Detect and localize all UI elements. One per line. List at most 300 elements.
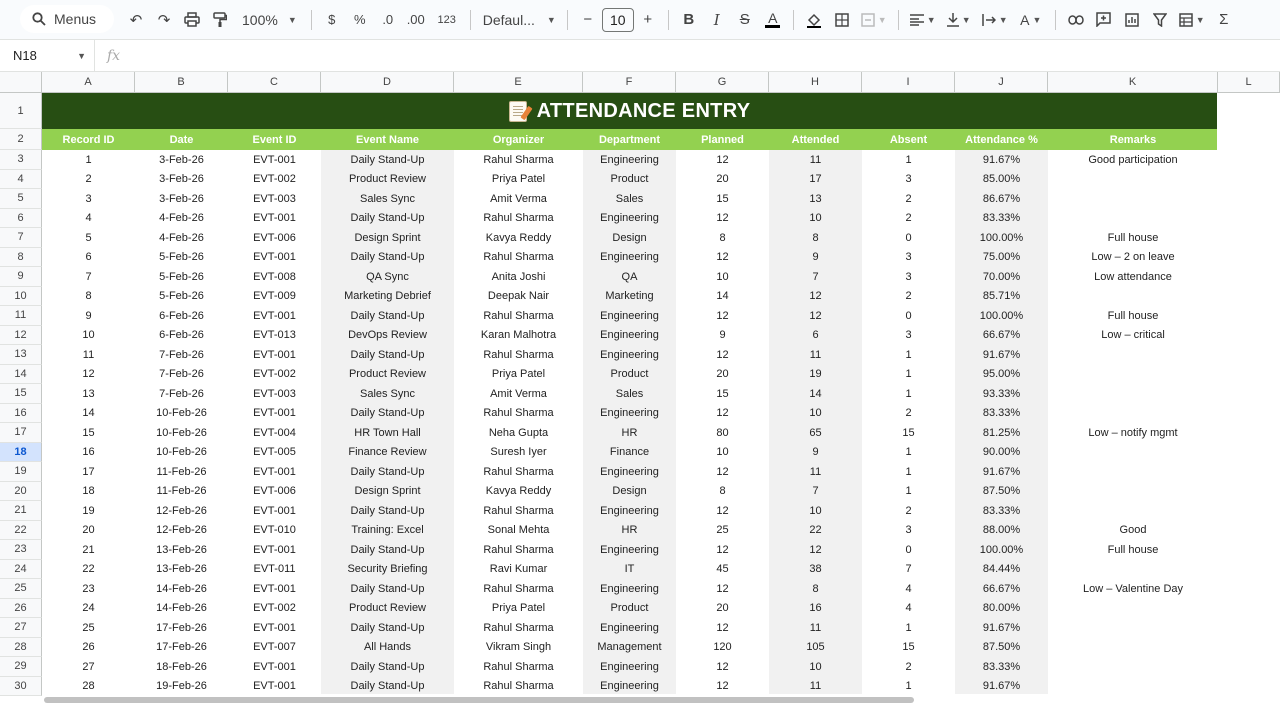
table-cell[interactable]: Priya Patel <box>491 368 546 381</box>
table-cell[interactable]: 12 <box>716 621 729 634</box>
table-cell[interactable]: 12 <box>716 251 729 264</box>
table-cell[interactable]: Priya Patel <box>491 173 546 186</box>
table-cell[interactable]: Sales <box>615 192 644 205</box>
table-cell[interactable]: 12 <box>716 407 729 420</box>
sheet-title[interactable] <box>42 93 1217 129</box>
table-cell[interactable]: HR <box>621 524 638 537</box>
table-cell[interactable]: Engineering <box>600 582 659 595</box>
row-header[interactable]: 28 <box>0 638 42 658</box>
table-cell[interactable]: 10 <box>716 446 729 459</box>
table-cell[interactable]: 3 <box>905 251 912 264</box>
table-cell[interactable]: 5-Feb-26 <box>159 290 204 303</box>
table-cell[interactable] <box>1048 209 1218 229</box>
table-cell[interactable]: Good participation <box>1088 153 1178 166</box>
table-cell[interactable]: 3-Feb-26 <box>159 173 204 186</box>
undo-icon[interactable]: ↶ <box>129 11 143 29</box>
table-cell[interactable]: 13 <box>82 387 95 400</box>
table-cell[interactable]: Engineering <box>600 153 659 166</box>
table-cell[interactable]: 8 <box>812 231 819 244</box>
table-cell[interactable]: 7-Feb-26 <box>159 387 204 400</box>
bold-icon[interactable]: B <box>683 11 695 28</box>
table-cell[interactable]: 11 <box>809 680 822 693</box>
table-cell[interactable]: 23 <box>82 582 95 595</box>
table-cell[interactable]: Rahul Sharma <box>483 504 554 517</box>
table-cell[interactable]: 91.67% <box>982 680 1021 693</box>
table-cell[interactable]: EVT-008 <box>253 270 296 283</box>
name-box[interactable] <box>0 40 95 72</box>
table-cell[interactable]: 38 <box>809 563 822 576</box>
row-header[interactable]: 13 <box>0 345 42 365</box>
table-cell[interactable]: Full house <box>1107 309 1159 322</box>
table-cell[interactable]: 8 <box>812 582 819 595</box>
table-cell[interactable]: Daily Stand-Up <box>350 543 425 556</box>
table-cell[interactable]: Rahul Sharma <box>483 407 554 420</box>
table-cell[interactable]: 9 <box>85 309 92 322</box>
row-header[interactable]: 5 <box>0 189 42 209</box>
table-cell[interactable]: EVT-001 <box>253 465 296 478</box>
table-cell[interactable]: Rahul Sharma <box>483 582 554 595</box>
table-cell[interactable]: Daily Stand-Up <box>350 309 425 322</box>
table-cell[interactable]: EVT-001 <box>253 348 296 361</box>
table-cell[interactable]: EVT-005 <box>253 446 296 459</box>
table-cell[interactable]: Engineering <box>600 309 659 322</box>
table-cell[interactable]: 1 <box>905 621 912 634</box>
table-cell[interactable]: Engineering <box>600 329 659 342</box>
table-cell[interactable]: 7 <box>85 270 92 283</box>
table-cell[interactable]: 18-Feb-26 <box>156 660 207 673</box>
decrease-decimal-button[interactable]: .0 <box>382 12 394 27</box>
table-cell[interactable]: 2 <box>905 212 912 225</box>
table-cell[interactable]: Kavya Reddy <box>485 485 552 498</box>
table-cell[interactable]: 10 <box>809 660 822 673</box>
print-icon[interactable] <box>178 6 206 34</box>
redo-icon[interactable]: ↷ <box>157 11 171 29</box>
table-cell[interactable]: 1 <box>905 446 912 459</box>
table-cell[interactable]: Priya Patel <box>491 602 546 615</box>
table-cell[interactable]: 45 <box>716 563 729 576</box>
table-cell[interactable]: 3 <box>905 173 912 186</box>
table-cell[interactable] <box>1048 189 1218 209</box>
table-cell[interactable]: Daily Stand-Up <box>350 153 425 166</box>
table-cell[interactable]: EVT-013 <box>253 329 296 342</box>
table-cell[interactable]: 11-Feb-26 <box>156 485 207 498</box>
table-cell[interactable]: Rahul Sharma <box>483 309 554 322</box>
table-cell[interactable]: 11 <box>809 621 822 634</box>
column-title[interactable]: Date <box>169 133 194 146</box>
table-cell[interactable] <box>1048 170 1218 190</box>
table-cell[interactable]: EVT-002 <box>253 602 296 615</box>
table-cell[interactable]: Sonal Mehta <box>487 524 550 537</box>
table-cell[interactable]: 22 <box>82 563 95 576</box>
table-cell[interactable]: 12 <box>716 309 729 322</box>
table-cell[interactable]: 7 <box>905 563 912 576</box>
table-cell[interactable]: Suresh Iyer <box>490 446 547 459</box>
row-header[interactable]: 30 <box>0 677 42 697</box>
row-header[interactable]: 26 <box>0 599 42 619</box>
row-header[interactable]: 6 <box>0 209 42 229</box>
table-cell[interactable]: Low – Valentine Day <box>1082 582 1184 595</box>
table-cell[interactable]: 26 <box>82 641 95 654</box>
table-cell[interactable]: Marketing Debrief <box>344 290 431 303</box>
table-cell[interactable]: 5-Feb-26 <box>159 251 204 264</box>
table-cell[interactable]: 12-Feb-26 <box>156 504 207 517</box>
column-header-k[interactable]: K <box>1048 72 1218 93</box>
table-cell[interactable]: 1 <box>85 153 92 166</box>
table-cell[interactable]: 19-Feb-26 <box>156 680 207 693</box>
row-header[interactable]: 3 <box>0 150 42 170</box>
table-cell[interactable]: EVT-002 <box>253 173 296 186</box>
table-cell[interactable]: 12 <box>716 153 729 166</box>
table-cell[interactable] <box>1048 657 1218 677</box>
table-cell[interactable]: Kavya Reddy <box>485 231 552 244</box>
table-cell[interactable] <box>1048 462 1218 482</box>
table-cell[interactable]: EVT-001 <box>253 621 296 634</box>
row-header[interactable]: 16 <box>0 404 42 424</box>
table-cell[interactable]: 0 <box>905 231 912 244</box>
table-cell[interactable]: 12 <box>716 212 729 225</box>
increase-decimal-button[interactable]: .00 <box>406 12 425 27</box>
font-size-input[interactable]: 10 <box>602 8 634 32</box>
table-cell[interactable]: 24 <box>82 602 95 615</box>
table-cell[interactable]: 11 <box>82 348 95 361</box>
table-cell[interactable]: 14-Feb-26 <box>156 602 207 615</box>
row-header[interactable]: 9 <box>0 267 42 287</box>
table-cell[interactable] <box>1048 443 1218 463</box>
table-cell[interactable]: Design Sprint <box>354 231 421 244</box>
scrollbar-thumb[interactable] <box>44 697 914 703</box>
column-header-l[interactable]: L <box>1218 72 1280 93</box>
table-cell[interactable]: 12 <box>809 543 822 556</box>
table-cell[interactable]: 6 <box>85 251 92 264</box>
table-cell[interactable]: 4 <box>905 582 912 595</box>
table-cell[interactable]: 14 <box>716 290 729 303</box>
table-cell[interactable]: Engineering <box>600 680 659 693</box>
table-cell[interactable]: Engineering <box>600 621 659 634</box>
column-title[interactable]: Event ID <box>252 133 297 146</box>
table-cell[interactable]: Engineering <box>600 348 659 361</box>
column-header-g[interactable]: G <box>676 72 769 93</box>
column-title[interactable]: Organizer <box>492 133 545 146</box>
table-cell[interactable]: HR <box>621 426 638 439</box>
table-cell[interactable]: 10-Feb-26 <box>156 426 207 439</box>
table-cell[interactable]: Low attendance <box>1094 270 1172 283</box>
table-cell[interactable]: HR Town Hall <box>354 426 421 439</box>
table-cell[interactable]: Product <box>610 368 649 381</box>
table-cell[interactable]: 91.67% <box>982 465 1021 478</box>
table-cell[interactable]: 15 <box>902 641 915 654</box>
table-cell[interactable]: 10 <box>809 407 822 420</box>
table-cell[interactable]: 66.67% <box>982 582 1021 595</box>
row-header[interactable]: 22 <box>0 521 42 541</box>
table-cell[interactable]: Engineering <box>600 251 659 264</box>
table-cell[interactable]: 25 <box>82 621 95 634</box>
table-cell[interactable]: 20 <box>716 602 729 615</box>
select-all-corner[interactable] <box>0 72 42 93</box>
table-cell[interactable]: 11 <box>809 348 822 361</box>
table-cell[interactable]: EVT-003 <box>253 387 296 400</box>
table-cell[interactable]: 1 <box>905 465 912 478</box>
column-header-j[interactable]: J <box>955 72 1048 93</box>
table-cell[interactable]: 80 <box>716 426 729 439</box>
table-cell[interactable]: Rahul Sharma <box>483 680 554 693</box>
table-cell[interactable]: 5-Feb-26 <box>159 270 204 283</box>
currency-format-button[interactable]: $ <box>328 12 336 27</box>
table-cell[interactable]: Low – critical <box>1101 329 1165 342</box>
table-cell[interactable]: Rahul Sharma <box>483 660 554 673</box>
insert-chart-icon[interactable] <box>1118 6 1146 34</box>
table-cell[interactable]: 1 <box>905 387 912 400</box>
table-cell[interactable]: EVT-001 <box>253 582 296 595</box>
column-header-e[interactable]: E <box>454 72 583 93</box>
row-header[interactable]: 19 <box>0 462 42 482</box>
table-cell[interactable]: 12 <box>716 680 729 693</box>
row-header[interactable]: 25 <box>0 579 42 599</box>
table-cell[interactable]: EVT-001 <box>253 407 296 420</box>
table-cell[interactable]: Good <box>1119 524 1147 537</box>
table-cell[interactable]: DevOps Review <box>348 329 427 342</box>
table-cell[interactable]: 10-Feb-26 <box>156 407 207 420</box>
table-cell[interactable]: 15 <box>902 426 915 439</box>
table-cell[interactable]: 15 <box>716 387 729 400</box>
table-cell[interactable]: Product Review <box>348 602 427 615</box>
table-cell[interactable]: Finance Review <box>348 446 427 459</box>
table-cell[interactable]: Full house <box>1107 543 1159 556</box>
table-cell[interactable]: All Hands <box>363 641 412 654</box>
table-cell[interactable]: 95.00% <box>982 368 1021 381</box>
table-cell[interactable]: 66.67% <box>982 329 1021 342</box>
row-header[interactable]: 14 <box>0 365 42 385</box>
row-header[interactable]: 11 <box>0 306 42 326</box>
table-cell[interactable]: Amit Verma <box>490 387 547 400</box>
column-title[interactable]: Attended <box>791 133 840 146</box>
column-title[interactable]: Planned <box>701 133 744 146</box>
table-cell[interactable]: 120 <box>713 641 732 654</box>
text-color-icon[interactable]: A <box>759 6 787 34</box>
table-cell[interactable]: Daily Stand-Up <box>350 348 425 361</box>
table-cell[interactable]: Low – notify mgmt <box>1088 426 1178 439</box>
table-cell[interactable] <box>1048 599 1218 619</box>
table-cell[interactable]: 25 <box>716 524 729 537</box>
table-cell[interactable]: Management <box>597 641 662 654</box>
table-cell[interactable]: 14-Feb-26 <box>156 582 207 595</box>
table-cell[interactable]: 12 <box>716 660 729 673</box>
table-cell[interactable]: 20 <box>82 524 95 537</box>
table-cell[interactable]: Daily Stand-Up <box>350 407 425 420</box>
fill-color-icon[interactable] <box>800 6 828 34</box>
row-header[interactable]: 23 <box>0 540 42 560</box>
table-cell[interactable]: 6 <box>812 329 819 342</box>
table-cell[interactable]: 10 <box>809 504 822 517</box>
font-select[interactable] <box>477 12 561 28</box>
table-view-icon[interactable]: ▼ <box>1174 6 1210 34</box>
table-cell[interactable]: Engineering <box>600 465 659 478</box>
text-rotation-icon[interactable]: A ▼ <box>1020 11 1042 28</box>
table-cell[interactable]: Rahul Sharma <box>483 251 554 264</box>
table-cell[interactable]: 2 <box>85 173 92 186</box>
table-cell[interactable]: 2 <box>905 660 912 673</box>
column-header-d[interactable]: D <box>321 72 454 93</box>
column-title[interactable]: Attendance % <box>965 133 1038 146</box>
row-header[interactable]: 29 <box>0 657 42 677</box>
table-cell[interactable]: 6-Feb-26 <box>159 309 204 322</box>
table-cell[interactable]: 11 <box>809 465 822 478</box>
table-cell[interactable]: 83.33% <box>982 504 1021 517</box>
table-cell[interactable]: 1 <box>905 153 912 166</box>
table-cell[interactable]: 17-Feb-26 <box>156 641 207 654</box>
functions-icon[interactable]: Σ <box>1219 11 1229 28</box>
table-cell[interactable]: EVT-007 <box>253 641 296 654</box>
strikethrough-icon[interactable]: S <box>739 11 750 28</box>
table-cell[interactable]: Product Review <box>348 368 427 381</box>
table-cell[interactable]: 28 <box>82 680 95 693</box>
paint-format-icon[interactable] <box>206 6 234 34</box>
vertical-align-icon[interactable]: ▼ <box>941 6 977 34</box>
column-header-a[interactable]: A <box>42 72 135 93</box>
table-cell[interactable] <box>1048 618 1218 638</box>
table-cell[interactable]: 87.50% <box>982 485 1021 498</box>
table-cell[interactable]: 8 <box>85 290 92 303</box>
table-cell[interactable]: EVT-001 <box>253 212 296 225</box>
table-cell[interactable]: Marketing <box>605 290 654 303</box>
table-cell[interactable]: 9 <box>812 446 819 459</box>
table-cell[interactable]: 18 <box>82 485 95 498</box>
table-cell[interactable]: 91.67% <box>982 153 1021 166</box>
table-cell[interactable] <box>1048 560 1218 580</box>
table-cell[interactable]: 15 <box>82 426 95 439</box>
column-title[interactable]: Record ID <box>62 133 115 146</box>
table-cell[interactable]: 100.00% <box>979 309 1024 322</box>
table-cell[interactable]: 12 <box>716 348 729 361</box>
row-header[interactable]: 1 <box>0 93 42 129</box>
table-cell[interactable]: 16 <box>809 602 822 615</box>
table-cell[interactable]: Rahul Sharma <box>483 621 554 634</box>
table-cell[interactable]: 80.00% <box>982 602 1021 615</box>
table-cell[interactable]: 10-Feb-26 <box>156 446 207 459</box>
table-cell[interactable]: Daily Stand-Up <box>350 582 425 595</box>
table-cell[interactable]: 83.33% <box>982 407 1021 420</box>
table-cell[interactable]: 3-Feb-26 <box>159 153 204 166</box>
table-cell[interactable]: Daily Stand-Up <box>350 465 425 478</box>
row-header[interactable]: 21 <box>0 501 42 521</box>
increase-font-size-button[interactable]: + <box>643 11 653 28</box>
table-cell[interactable]: 22 <box>809 524 822 537</box>
table-cell[interactable]: Design <box>612 231 647 244</box>
table-cell[interactable]: 83.33% <box>982 212 1021 225</box>
table-cell[interactable]: EVT-011 <box>253 563 296 576</box>
row-header[interactable]: 7 <box>0 228 42 248</box>
table-cell[interactable]: 2 <box>905 290 912 303</box>
table-cell[interactable]: Engineering <box>600 660 659 673</box>
table-cell[interactable] <box>1048 365 1218 385</box>
table-cell[interactable]: Karan Malhotra <box>480 329 557 342</box>
table-cell[interactable]: EVT-004 <box>253 426 296 439</box>
table-cell[interactable]: 3 <box>905 329 912 342</box>
table-cell[interactable]: EVT-001 <box>253 543 296 556</box>
table-cell[interactable]: 10 <box>716 270 729 283</box>
table-cell[interactable]: Full house <box>1107 231 1159 244</box>
table-cell[interactable]: Vikram Singh <box>485 641 552 654</box>
text-wrap-icon[interactable]: ▼ <box>977 6 1013 34</box>
table-cell[interactable]: Finance <box>609 446 650 459</box>
table-cell[interactable]: 17 <box>809 173 822 186</box>
insert-link-icon[interactable] <box>1062 6 1090 34</box>
table-cell[interactable]: EVT-001 <box>253 309 296 322</box>
table-cell[interactable]: Sales Sync <box>359 387 416 400</box>
table-cell[interactable]: 90.00% <box>982 446 1021 459</box>
table-cell[interactable]: 0 <box>905 543 912 556</box>
column-title[interactable]: Event Name <box>356 133 419 146</box>
table-cell[interactable] <box>1048 482 1218 502</box>
decrease-font-size-button[interactable]: − <box>583 11 593 28</box>
table-cell[interactable]: 12 <box>716 465 729 478</box>
row-header[interactable]: 2 <box>0 129 42 150</box>
table-cell[interactable]: 1 <box>905 485 912 498</box>
table-cell[interactable]: 100.00% <box>979 231 1024 244</box>
table-cell[interactable]: 3 <box>85 192 92 205</box>
table-cell[interactable]: 3 <box>905 270 912 283</box>
table-cell[interactable]: 91.67% <box>982 621 1021 634</box>
table-cell[interactable]: Rahul Sharma <box>483 212 554 225</box>
table-cell[interactable] <box>1048 287 1218 307</box>
table-cell[interactable]: Product Review <box>348 173 427 186</box>
table-cell[interactable]: Training: Excel <box>351 524 424 537</box>
table-cell[interactable]: 10 <box>82 329 95 342</box>
table-cell[interactable]: Engineering <box>600 543 659 556</box>
table-cell[interactable] <box>1048 404 1218 424</box>
table-cell[interactable]: 84.44% <box>982 563 1021 576</box>
table-cell[interactable]: 12 <box>716 543 729 556</box>
table-cell[interactable]: Low – 2 on leave <box>1091 251 1175 264</box>
table-cell[interactable]: Daily Stand-Up <box>350 251 425 264</box>
table-cell[interactable]: Daily Stand-Up <box>350 660 425 673</box>
table-cell[interactable]: EVT-001 <box>253 153 296 166</box>
table-cell[interactable]: 65 <box>809 426 822 439</box>
table-cell[interactable]: 20 <box>716 173 729 186</box>
table-cell[interactable]: 91.67% <box>982 348 1021 361</box>
italic-icon[interactable]: I <box>713 10 720 29</box>
table-cell[interactable]: 100.00% <box>979 543 1024 556</box>
table-cell[interactable]: 11-Feb-26 <box>156 465 207 478</box>
table-cell[interactable]: Rahul Sharma <box>483 465 554 478</box>
table-cell[interactable]: 85.00% <box>982 173 1021 186</box>
percent-format-button[interactable]: % <box>353 12 366 27</box>
table-cell[interactable]: EVT-006 <box>253 485 296 498</box>
filter-icon[interactable] <box>1146 6 1174 34</box>
spreadsheet-grid[interactable] <box>0 72 1280 696</box>
merge-cells-icon[interactable]: ▼ <box>856 6 892 34</box>
table-cell[interactable]: 3-Feb-26 <box>159 192 204 205</box>
table-cell[interactable]: 0 <box>905 309 912 322</box>
table-cell[interactable]: 11 <box>809 153 822 166</box>
table-cell[interactable]: 88.00% <box>982 524 1021 537</box>
table-cell[interactable]: 105 <box>806 641 825 654</box>
column-header-c[interactable]: C <box>228 72 321 93</box>
table-cell[interactable]: 85.71% <box>982 290 1021 303</box>
row-header[interactable]: 4 <box>0 170 42 190</box>
table-cell[interactable]: Deepak Nair <box>487 290 550 303</box>
table-cell[interactable]: 19 <box>82 504 95 517</box>
table-cell[interactable]: 9 <box>719 329 726 342</box>
table-cell[interactable] <box>1048 501 1218 521</box>
table-cell[interactable]: Sales <box>615 387 644 400</box>
table-cell[interactable]: 19 <box>809 368 822 381</box>
insert-comment-icon[interactable] <box>1090 6 1118 34</box>
row-header[interactable]: 15 <box>0 384 42 404</box>
table-cell[interactable]: 7-Feb-26 <box>159 348 204 361</box>
table-cell[interactable]: 86.67% <box>982 192 1021 205</box>
table-cell[interactable]: Product <box>610 602 649 615</box>
table-cell[interactable]: Amit Verma <box>490 192 547 205</box>
